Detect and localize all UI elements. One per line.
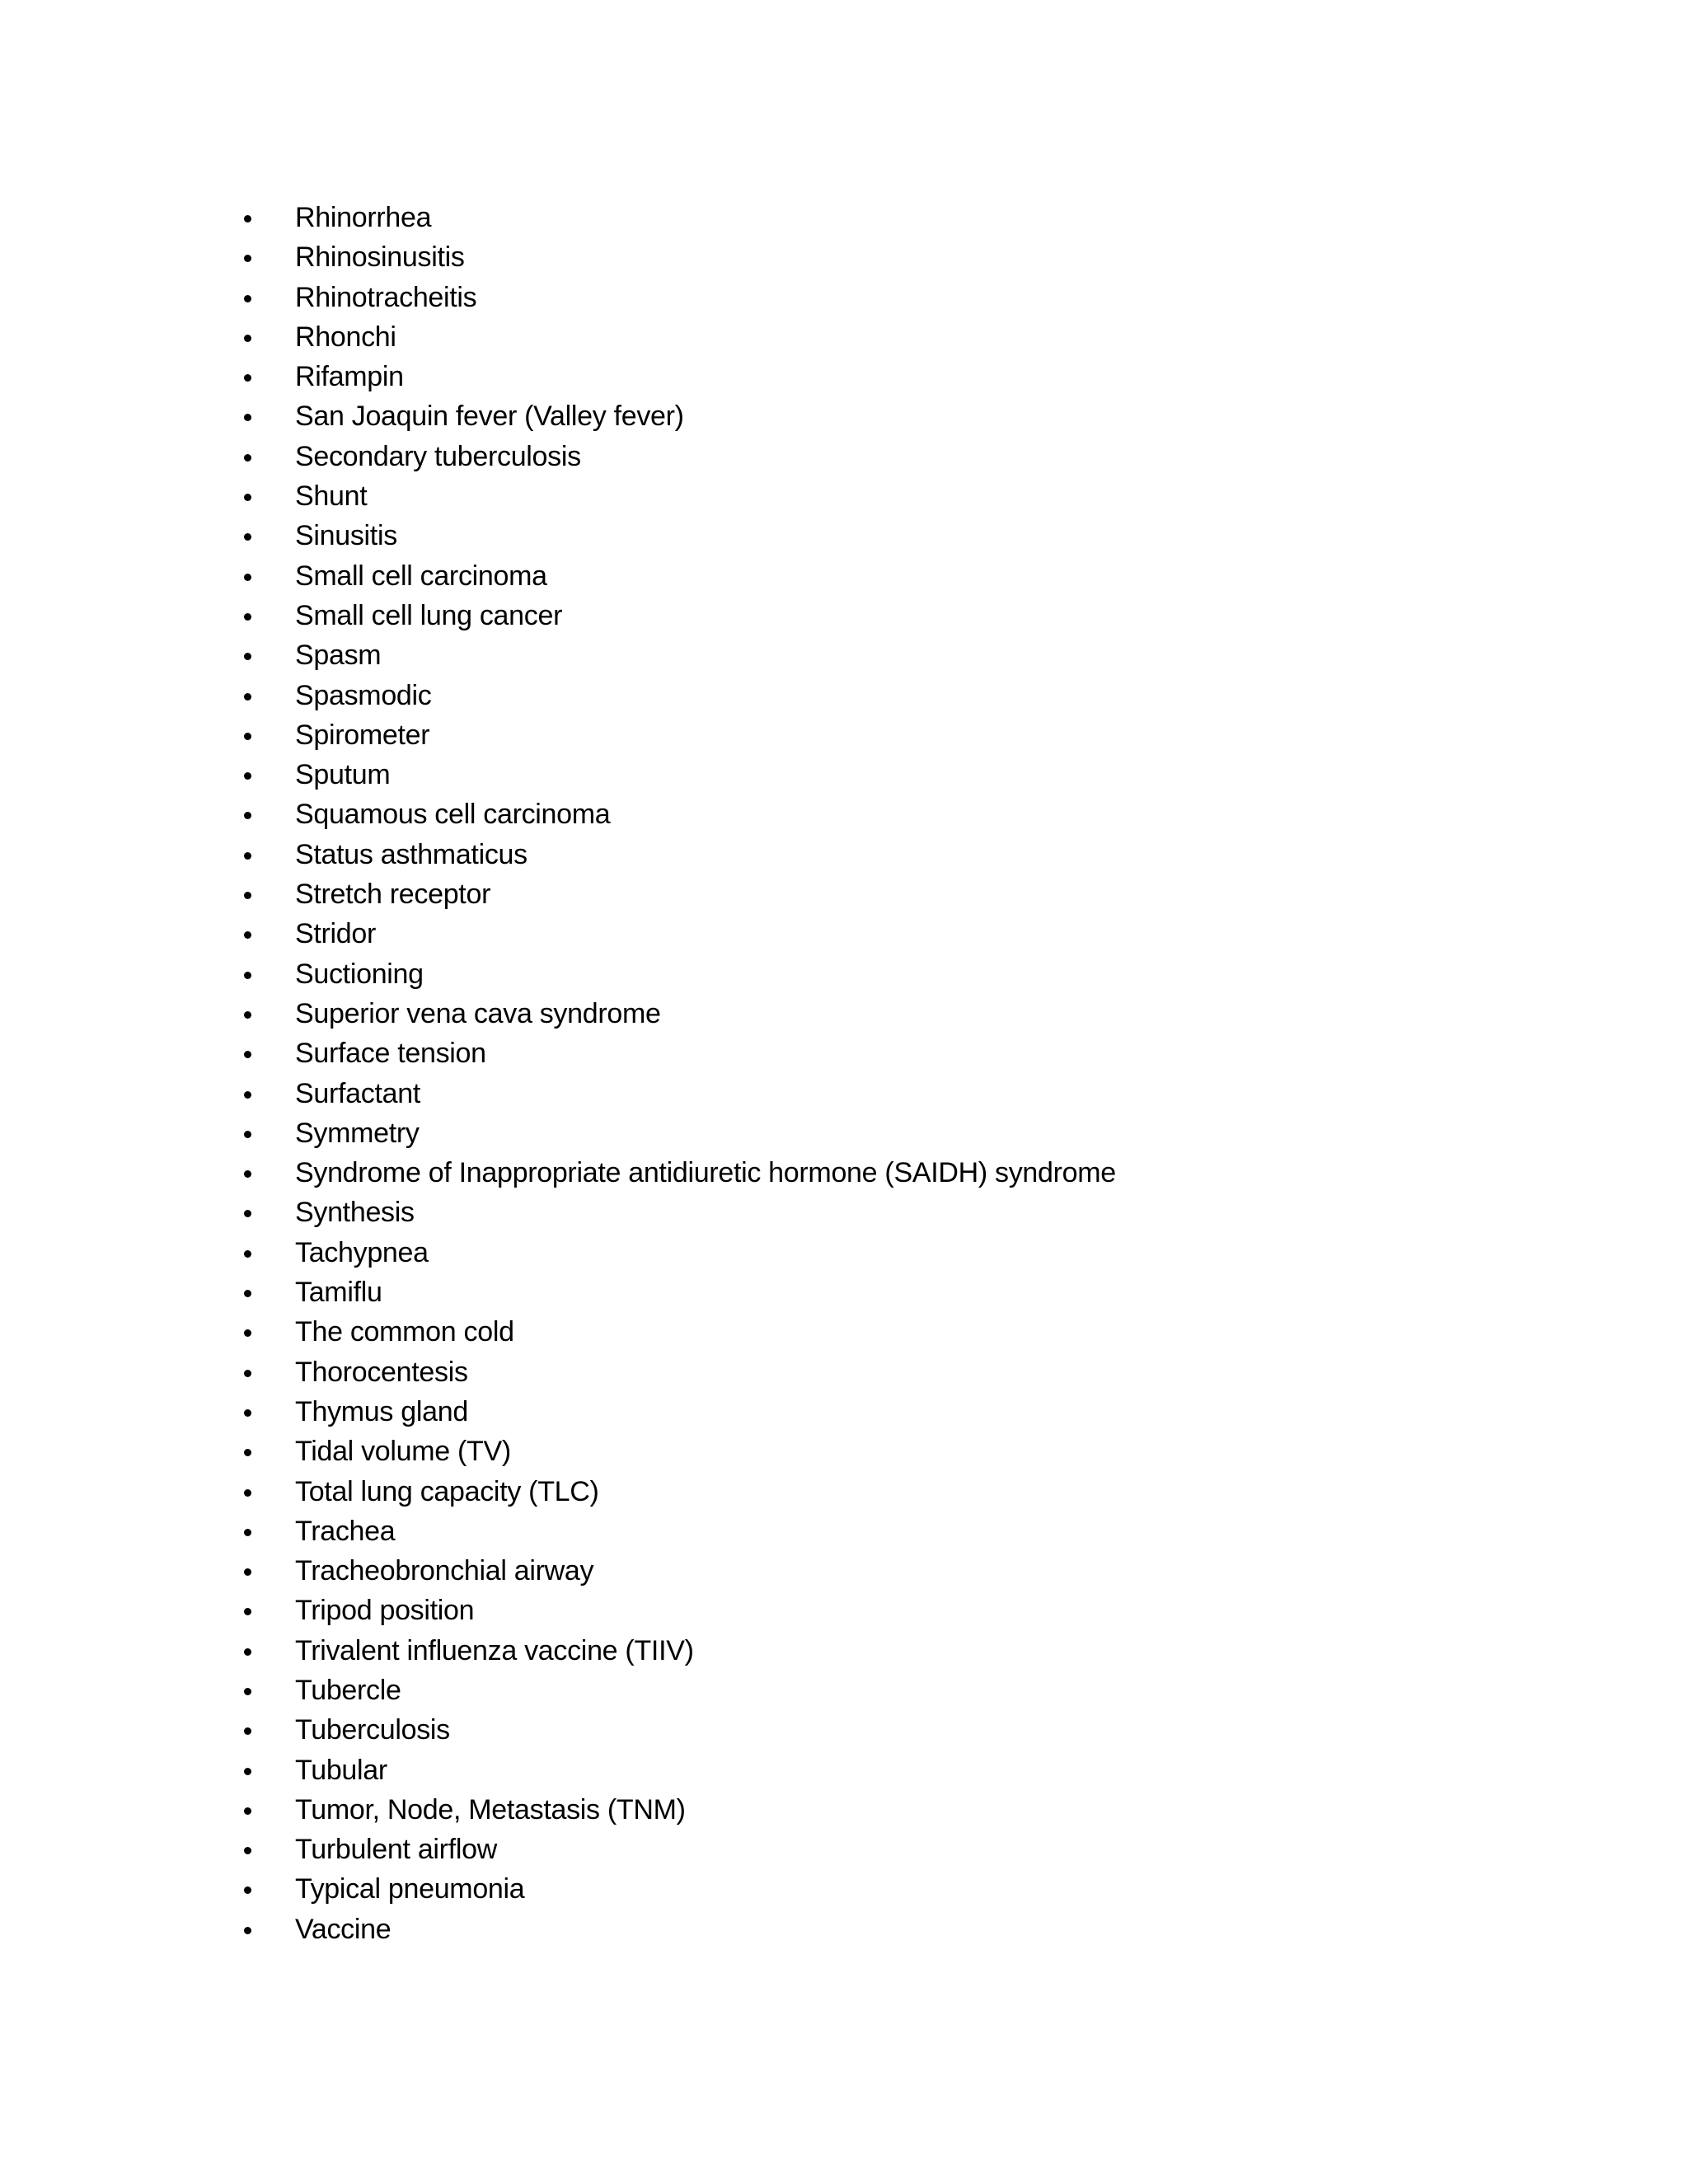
bullet-icon — [244, 931, 251, 939]
bullet-icon — [244, 1608, 251, 1615]
term-text: Tamiflu — [295, 1277, 382, 1309]
list-item — [0, 1671, 1688, 1710]
bullet-icon — [244, 414, 251, 421]
list-item — [0, 954, 1688, 994]
term-text: Rhinorrhea — [295, 202, 432, 233]
bullet-icon — [244, 1489, 251, 1497]
list-item — [0, 874, 1688, 914]
bullet-icon — [244, 1886, 251, 1894]
list-item — [0, 237, 1688, 277]
bullet-icon — [244, 1131, 251, 1138]
bullet-icon — [244, 1051, 251, 1058]
term-text: Turbulent airflow — [295, 1834, 497, 1866]
term-text: Shunt — [295, 480, 368, 513]
list-item — [0, 755, 1688, 794]
list-item — [0, 1591, 1688, 1630]
term-text: Tidal volume (TV) — [295, 1436, 511, 1468]
term-text: Surfactant — [295, 1077, 420, 1109]
list-item — [0, 1193, 1688, 1232]
term-text: Status asthmaticus — [295, 838, 528, 870]
list-item — [0, 914, 1688, 954]
list-item — [0, 1631, 1688, 1671]
bullet-icon — [244, 574, 251, 581]
term-text: Tubercle — [295, 1674, 401, 1706]
list-item — [0, 1750, 1688, 1790]
term-text: Spasmodic — [295, 679, 432, 711]
list-item — [0, 1432, 1688, 1471]
bullet-icon — [244, 1329, 251, 1337]
list-item — [0, 1113, 1688, 1153]
term-text: Surface tension — [295, 1038, 486, 1070]
term-text: Suctioning — [295, 958, 424, 990]
term-text: Small cell lung cancer — [295, 599, 563, 631]
bullet-icon — [244, 295, 251, 302]
bullet-icon — [244, 1568, 251, 1576]
term-text: Sputum — [295, 759, 391, 791]
list-item — [0, 676, 1688, 715]
term-text: Thorocentesis — [295, 1356, 468, 1388]
term-text: San Joaquin fever (Valley fever) — [295, 401, 684, 433]
term-text: Superior vena cava syndrome — [295, 997, 661, 1029]
bullet-icon — [244, 494, 251, 501]
bullet-icon — [244, 852, 251, 860]
bullet-icon — [244, 1449, 251, 1456]
term-text: Small cell carcinoma — [295, 560, 547, 592]
list-item — [0, 1910, 1688, 1949]
term-text: Vaccine — [295, 1913, 392, 1945]
bullet-icon — [244, 733, 251, 740]
term-text: Sinusitis — [295, 520, 397, 552]
term-text: Tubular — [295, 1754, 387, 1786]
bullet-icon — [244, 335, 251, 342]
list-item — [0, 715, 1688, 755]
list-item — [0, 1272, 1688, 1312]
term-text: Stridor — [295, 918, 377, 950]
list-item — [0, 596, 1688, 635]
bullet-icon — [244, 772, 251, 780]
list-item — [0, 1233, 1688, 1272]
term-text: Tumor, Node, Metastasis (TNM) — [295, 1793, 686, 1825]
bullet-icon — [244, 1011, 251, 1019]
term-text: Tuberculosis — [295, 1714, 450, 1746]
bullet-icon — [244, 1250, 251, 1258]
term-text: Rifampin — [295, 361, 404, 393]
term-text: Stretch receptor — [295, 879, 491, 911]
bullet-icon — [244, 1727, 251, 1735]
bullet-icon — [244, 1648, 251, 1656]
term-text: Spasm — [295, 640, 382, 672]
list-item — [0, 357, 1688, 396]
bullet-icon — [244, 892, 251, 899]
list-item — [0, 198, 1688, 237]
list-item — [0, 1551, 1688, 1591]
term-text: Tripod position — [295, 1595, 475, 1627]
list-item — [0, 278, 1688, 317]
list-item — [0, 476, 1688, 516]
bullet-icon — [244, 613, 251, 621]
list-item — [0, 1869, 1688, 1909]
list-item — [0, 317, 1688, 357]
bullet-icon — [244, 1370, 251, 1377]
term-text: Tracheobronchial airway — [295, 1555, 594, 1587]
list-item — [0, 1033, 1688, 1073]
term-text: Syndrome of Inappropriate antidiuretic hormone (SAIDH) syndrome — [295, 1157, 1116, 1189]
bullet-icon — [244, 533, 251, 541]
bullet-icon — [244, 1847, 251, 1854]
list-item — [0, 396, 1688, 436]
list-item — [0, 437, 1688, 476]
bullet-icon — [244, 1768, 251, 1775]
list-item — [0, 1710, 1688, 1750]
bullet-icon — [244, 1409, 251, 1417]
term-text: Rhinotracheitis — [295, 281, 477, 313]
bullet-icon — [244, 1170, 251, 1178]
term-text: Thymus gland — [295, 1395, 468, 1427]
list-item — [0, 635, 1688, 675]
bullet-icon — [244, 812, 251, 819]
list-item — [0, 1392, 1688, 1432]
term-text: Symmetry — [295, 1117, 420, 1149]
bullet-icon — [244, 1290, 251, 1297]
bullet-icon — [244, 1210, 251, 1217]
list-item — [0, 835, 1688, 874]
term-text: Tachypnea — [295, 1236, 429, 1268]
bullet-icon — [244, 972, 251, 979]
list-item — [0, 1790, 1688, 1830]
bullet-icon — [244, 1927, 251, 1934]
bullet-icon — [244, 1688, 251, 1695]
term-text: Rhonchi — [295, 321, 396, 353]
list-item — [0, 994, 1688, 1033]
term-text: Rhinosinusitis — [295, 241, 465, 274]
list-item — [0, 1352, 1688, 1392]
term-text: Trivalent influenza vaccine (TIIV) — [295, 1634, 694, 1666]
list-item — [0, 1074, 1688, 1113]
bullet-icon — [244, 693, 251, 701]
bullet-icon — [244, 1091, 251, 1099]
term-text: Total lung capacity (TLC) — [295, 1475, 599, 1507]
term-text: Squamous cell carcinoma — [295, 799, 611, 831]
list-item — [0, 1511, 1688, 1551]
term-text: Synthesis — [295, 1197, 415, 1229]
list-item — [0, 794, 1688, 834]
list-item — [0, 516, 1688, 555]
list-item — [0, 1153, 1688, 1193]
term-text: Typical pneumonia — [295, 1873, 525, 1905]
list-item — [0, 1472, 1688, 1511]
list-item — [0, 556, 1688, 596]
bullet-icon — [244, 1529, 251, 1536]
term-text: Trachea — [295, 1515, 396, 1547]
term-list — [0, 198, 1688, 1949]
bullet-icon — [244, 1807, 251, 1815]
bullet-icon — [244, 215, 251, 223]
bullet-icon — [244, 255, 251, 262]
bullet-icon — [244, 653, 251, 660]
list-item — [0, 1312, 1688, 1352]
term-text: The common cold — [295, 1316, 514, 1348]
term-text: Secondary tuberculosis — [295, 440, 581, 472]
bullet-icon — [244, 374, 251, 382]
term-text: Spirometer — [295, 719, 430, 751]
bullet-icon — [244, 454, 251, 462]
list-item — [0, 1830, 1688, 1869]
